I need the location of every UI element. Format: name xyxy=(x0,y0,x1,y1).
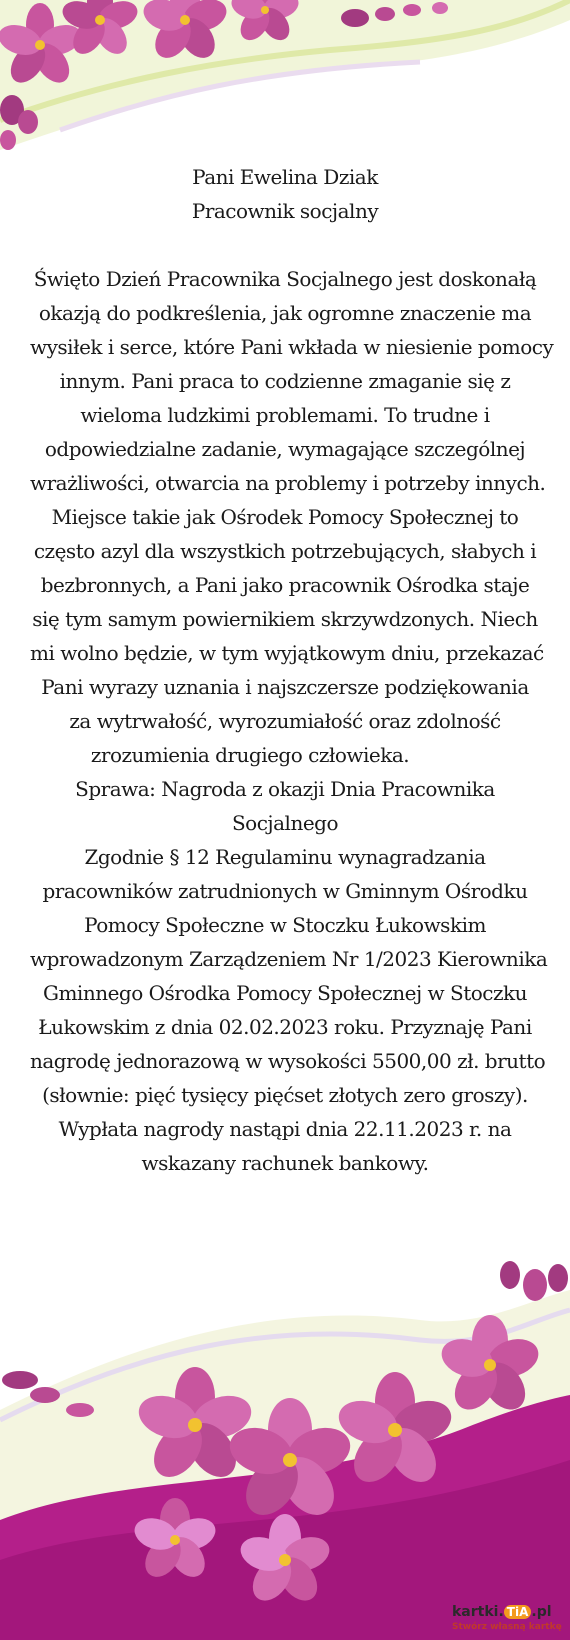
message-line: bezbronnych, a Pani jako pracownik Ośrodka staje xyxy=(40,573,530,597)
bottom-flower-decoration xyxy=(0,1260,570,1640)
award-line: pracowników zatrudnionych w Gminnym Ośrodku xyxy=(42,879,528,903)
award-line: Zgodnie § 12 Regulaminu wynagradzania xyxy=(84,845,486,869)
award-line: wprowadzonym Zarządzeniem Nr 1/2023 Kierownika xyxy=(30,947,548,971)
line-gap xyxy=(30,228,540,262)
message-line: okazją do podkreślenia, jak ogromne znaczenie ma xyxy=(38,301,532,325)
award-line: wskazany rachunek bankowy. xyxy=(141,1151,429,1175)
message-line: się tym samym powiernikiem skrzywdzonych. Niech xyxy=(32,607,538,631)
message-line: mi wolno będzie, w tym wyjątkowym dniu, przekazać xyxy=(30,641,544,665)
message-line: wieloma ludzkimi problemami. To trudne i xyxy=(80,403,490,427)
message-line: Miejsce takie jak Ośrodek Pomocy Społecznej to xyxy=(51,505,519,529)
message-line: odpowiedzialne zadanie, wymagające szczególnej xyxy=(44,437,526,461)
message-line: za wytrwałość, wyrozumiałość oraz zdolność xyxy=(69,709,501,733)
award-line: (słownie: pięć tysięcy pięćset złotych zero groszy). xyxy=(42,1083,528,1107)
message-line: Pani wyrazy uznania i najszczersze podziękowania xyxy=(41,675,529,699)
award-line: Wypłata nagrody nastąpi dnia 22.11.2023 r. na xyxy=(58,1117,512,1141)
subject-line: Socjalnego xyxy=(231,811,339,835)
recipient-position: Pracownik socjalny xyxy=(191,199,379,223)
logo-wordmark: kartki. TiA .pl xyxy=(452,1604,552,1620)
message-line: wysiłek i serce, które Pani wkłada w niesienie pomocy xyxy=(30,335,554,359)
award-line: Łukowskim z dnia 02.02.2023 roku. Przyznaję Pani xyxy=(38,1015,532,1039)
message-line: zrozumienia drugiego człowieka. xyxy=(90,743,410,767)
message-line: innym. Pani praca to codzienne zmaganie się z xyxy=(59,369,511,393)
card-message xyxy=(30,160,554,1180)
award-line: Pomocy Społeczne w Stoczku Łukowskim xyxy=(84,913,486,937)
message-line: wrażliwości, otwarcia na problemy i potrzeby innych. xyxy=(30,471,546,495)
subject-line: Sprawa: Nagroda z okazji Dnia Pracownika xyxy=(75,777,495,801)
message-line: Święto Dzień Pracownika Socjalnego jest doskonałą xyxy=(33,267,537,291)
kartki-logo[interactable] xyxy=(452,1604,566,1638)
message-line: często azyl dla wszystkich potrzebujących, słabych i xyxy=(33,539,537,563)
logo-slogan: Stwórz własną kartkę xyxy=(452,1622,562,1632)
recipient-name: Pani Ewelina Dziak xyxy=(192,165,378,189)
award-line: nagrodę jednorazową w wysokości 5500,00 zł. brutto xyxy=(30,1049,546,1073)
award-line: Gminnego Ośrodka Pomocy Społecznej w Stoczku xyxy=(42,981,528,1005)
